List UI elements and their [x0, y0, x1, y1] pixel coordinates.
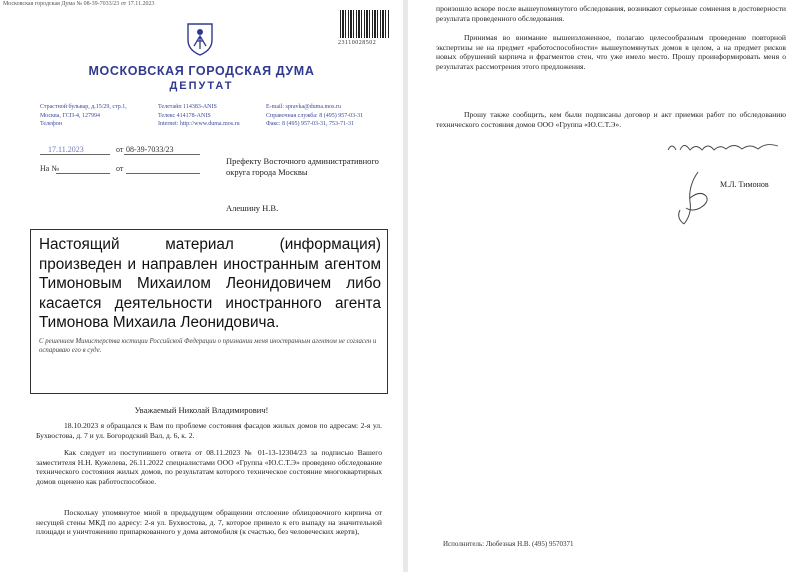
registration-date: 17.11.2023	[48, 145, 84, 154]
contact-line: Москва, ГСП-4, 127994	[40, 112, 101, 119]
paragraph: 18.10.2023 я обращался к Вам по проблеме состояния фасадов жилых домов по адресам: 2-я ул. Бухвостова, д. 7 и ул. Богородский Вал, д. 6, к. 2.	[36, 421, 382, 440]
reference-number-underline	[56, 173, 110, 174]
contact-line: Internet: http://www.duma.mos.ru	[158, 121, 240, 127]
contact-phones	[158, 103, 240, 129]
signature	[666, 168, 726, 228]
paragraph: Как следует из поступившего ответа от 08.11.2023 № 01-13-12304/23 за подписью Вашего заместителя Н.Н. Кужелева, 26.11.2022 специалистами ООО «Группа «Ю.С.Т.Э» проведено обследование технического состояния жилых домов, по результатам которого техническое состояние многоквартирных домов оценено как работоспособное.	[36, 448, 382, 486]
org-name: МОСКОВСКАЯ ГОРОДСКАЯ ДУМА	[88, 64, 315, 78]
number-underline	[124, 154, 200, 155]
addressee: Префекту Восточного административного округа города Москвы	[226, 156, 379, 177]
reference-number-label: На №	[40, 164, 59, 173]
contact-line: Страстной бульвар, д.15/29, стр.1,	[40, 104, 127, 110]
signer-name: М.Л. Тимонов	[720, 180, 769, 189]
contact-line: Телефон	[40, 121, 62, 127]
salutation: Уважаемый Николай Владимирович!	[134, 405, 269, 415]
contact-line: Справочная служба: 8 (495) 957-03-31	[266, 112, 364, 119]
reference-date-underline	[126, 173, 200, 174]
paragraph: произошло вскоре после вышеупомянутого обследования, возникают серьезные сомнения в достоверности результата проведенного обследования.	[436, 4, 786, 23]
foreign-agent-notice	[30, 229, 388, 394]
contact-line: Телекс 414178-ANIS	[158, 112, 211, 119]
paragraph: Прошу также сообщить, кем были подписаны договор и акт приемки работ по обследованию технического состояния домов ООО «Группа «Ю.С.Т.Э».	[436, 110, 786, 129]
moscow-coat-of-arms-icon	[185, 22, 215, 56]
registration-header-line: Московская городская Дума № 08-39-7033/23 от 17.11.2023	[3, 1, 155, 7]
registration-number-label: от	[116, 145, 124, 154]
org-subtitle: ДЕПУТАТ	[169, 80, 234, 92]
handwritten-closing	[666, 138, 786, 156]
registration-number: 08-39-7033/23	[126, 145, 174, 154]
addressee-name: Алешину Н.В.	[226, 203, 279, 213]
contact-line: Факс: 8 (495) 957-03-31, 753-71-31	[266, 121, 354, 127]
paragraph: Поскольку упомянутое мной в предыдущем обращении отслоение облицовочного кирпича от несущей стены МКД по адресу: 2-я ул. Бухвостова, д. 7, которое привело к его выпаду на значительной площади и уничтожению припаркованного у дома автомобиля (к счастью, без человеческих жертв),	[36, 508, 382, 536]
document-page-2	[408, 0, 800, 572]
date-underline	[40, 154, 110, 155]
contact-line: E-mail: spravka@duma.mos.ru	[266, 104, 342, 110]
foreign-agent-note: С решением Министерства юстиции Российской Федерации о признании меня иностранным агентом не согласен и оспариваю его в суде.	[39, 337, 377, 354]
barcode	[340, 10, 390, 38]
reference-date-label: от	[116, 164, 124, 173]
paragraph: Принимая во внимание вышеизложенное, полагаю целесообразным проведение повторной экспертизы не на предмет «работоспособности» вышеупомянутых домов в целом, а на предмет рисков новых обрушений кирпича и фрагментов стен, что уже имело место. Прошу проинформировать меня о результатах рассмотрения этого предложения.	[436, 33, 786, 71]
executor-line: Исполнитель: Любезная Н.В. (495) 9570371	[443, 540, 574, 548]
barcode-number: 23110028502	[338, 40, 377, 46]
contact-line: Телетайп 114383-ANIS	[158, 104, 217, 110]
foreign-agent-text: Настоящий материал (информация) произведен и направлен иностранным агентом Тимоновым Михаилом Леонидовичем либо касается деятельности иностранного агента Тимонова Михаила Леонидовича.	[39, 236, 381, 332]
contact-online	[266, 103, 363, 129]
contact-address	[40, 103, 127, 129]
